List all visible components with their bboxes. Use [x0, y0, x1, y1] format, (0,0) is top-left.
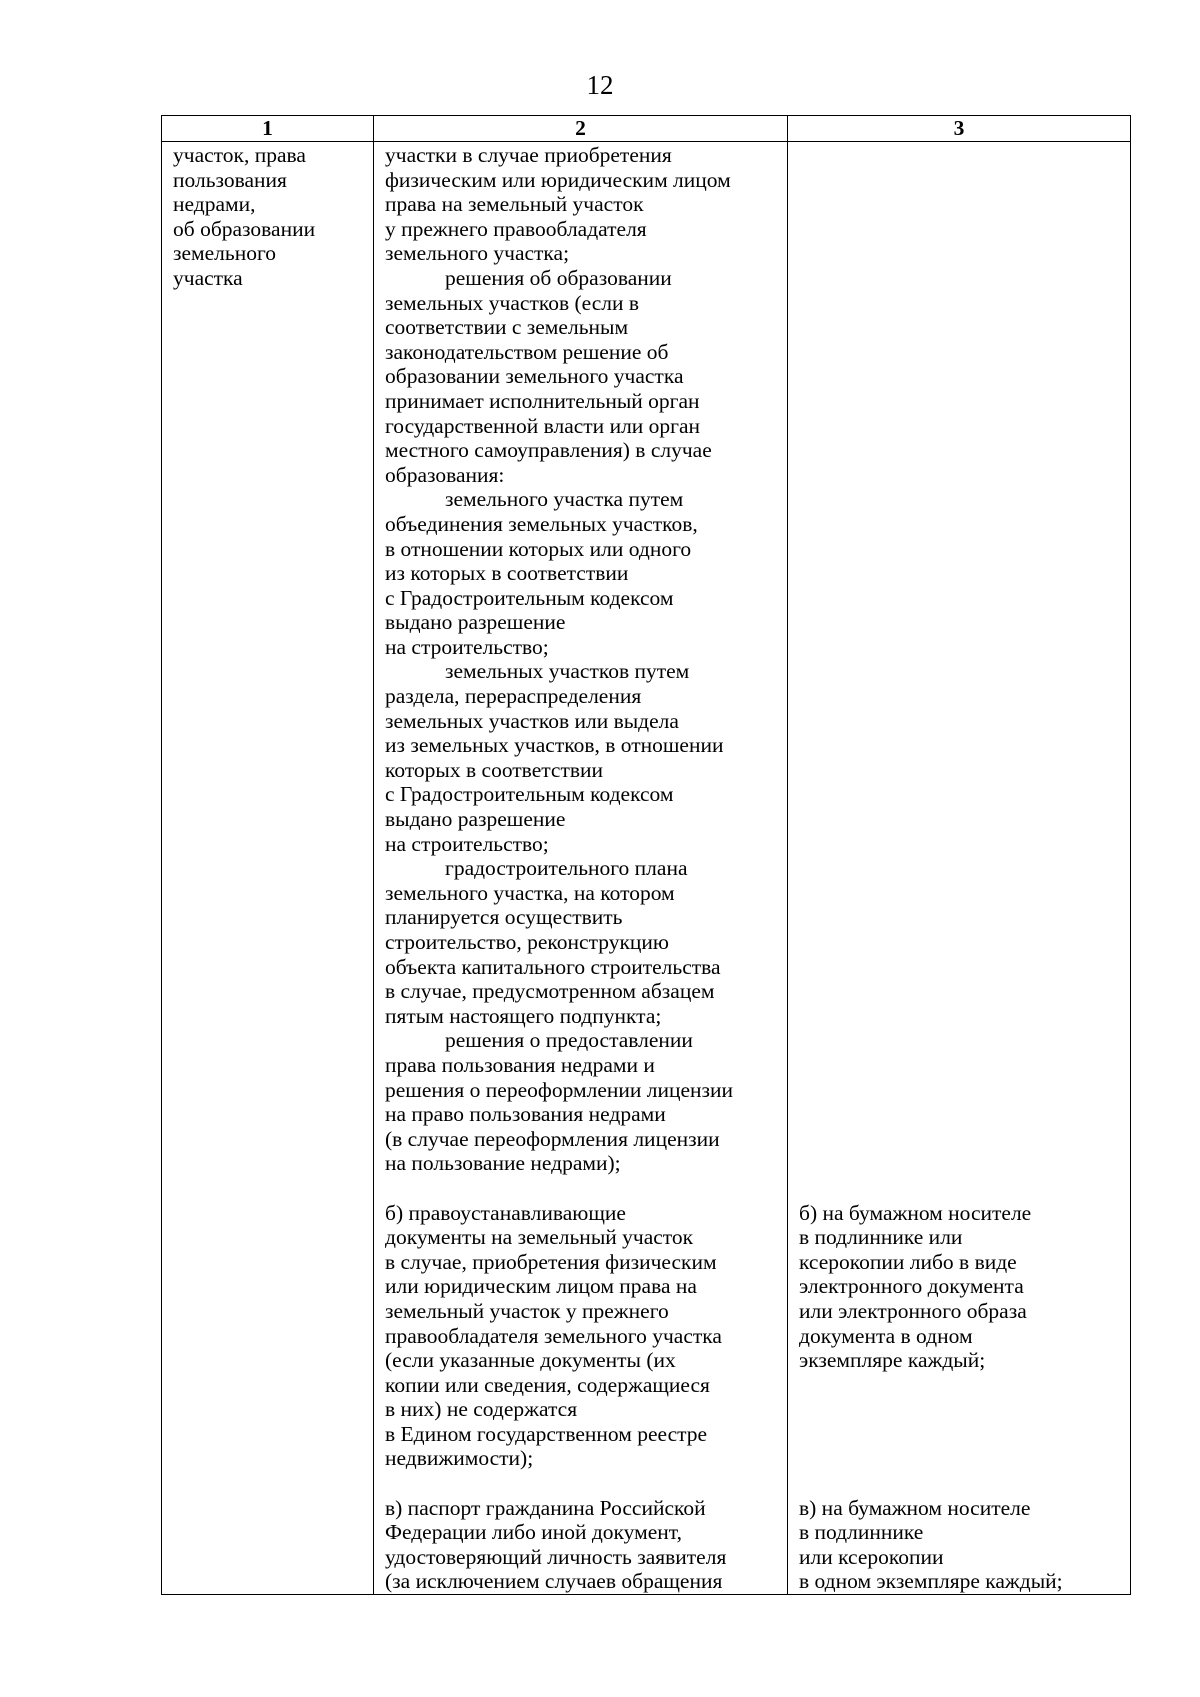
blank-line [799, 266, 1124, 291]
blank-line [799, 832, 1124, 857]
table-header-row [162, 116, 1131, 142]
col2-text-line: раздела, перераспределения [385, 684, 642, 709]
blank-line [799, 610, 1124, 635]
blank-line [799, 1446, 1124, 1471]
col3-text-line: экземпляре каждый; [799, 1348, 986, 1373]
col2-text-line: земельных участков путем [445, 659, 690, 684]
blank-line [799, 168, 1124, 193]
blank-line [799, 905, 1124, 930]
blank-line [799, 733, 1124, 758]
col2-text-line: недвижимости); [385, 1446, 534, 1471]
col1-text-line: земельного [173, 241, 277, 266]
blank-line [799, 414, 1124, 439]
col2-text-line: земельный участок у прежнего [385, 1298, 669, 1323]
col3-text-line: в одном экземпляре каждый; [799, 1569, 1063, 1594]
col2-text-line: объекта капитального строительства [385, 954, 721, 979]
blank-line [799, 389, 1124, 414]
col2-text-line: (если указанные документы (их [385, 1348, 676, 1373]
blank-line [799, 955, 1124, 980]
blank-line [799, 192, 1124, 217]
col2-text-line: выдано разрешение [385, 610, 566, 635]
col3-text-line: или ксерокопии [799, 1544, 944, 1569]
col2-text-line: права пользования недрами и [385, 1052, 655, 1077]
blank-line [799, 463, 1124, 488]
blank-line [799, 1151, 1124, 1176]
blank-line [799, 659, 1124, 684]
blank-line [799, 635, 1124, 660]
blank-line [799, 241, 1124, 266]
col2-text-line: решения об образовании [445, 265, 672, 290]
col2-text-line: (за исключением случаев обращения [385, 1569, 723, 1594]
blank-line [799, 979, 1124, 1004]
blank-line [799, 856, 1124, 881]
blank-line [799, 1004, 1124, 1029]
blank-line [799, 709, 1124, 734]
col2-text-line: земельного участка путем [445, 487, 684, 512]
col2-text-line: на строительство; [385, 634, 549, 659]
column-header-2: 2 [374, 116, 788, 142]
col1-text-line: недрами, [173, 192, 256, 217]
col3-text-line: в подлиннике [799, 1520, 924, 1545]
blank-line [799, 1176, 1124, 1201]
col2-text-line: земельных участков или выдела [385, 708, 679, 733]
blank-line [799, 1028, 1124, 1053]
col2-text-line: пятым настоящего подпункта; [385, 1003, 662, 1028]
col2-text-line: в) паспорт гражданина Российской [385, 1495, 706, 1520]
col2-text-line: участки в случае приобретения [385, 143, 672, 167]
col3-text-line: в) на бумажном носителе [799, 1495, 1031, 1520]
col2-text-line: Федерации либо иной документ, [385, 1520, 682, 1545]
blank-line [799, 684, 1124, 709]
col1-text-line: участок, права [173, 143, 306, 167]
col2-text-line: права на земельный участок [385, 192, 644, 217]
blank-line [799, 1102, 1124, 1127]
col2-text-line: в случае, предусмотренном абзацем [385, 979, 715, 1004]
col2-text-line: в Едином государственном реестре [385, 1421, 708, 1446]
blank-line [799, 758, 1124, 783]
blank-line [799, 881, 1124, 906]
blank-line [799, 143, 1124, 168]
col2-text-line: образования: [385, 462, 505, 487]
col3-text-line: или электронного образа [799, 1298, 1027, 1323]
blank-line [799, 1471, 1124, 1496]
blank-line [799, 561, 1124, 586]
blank-line [799, 1422, 1124, 1447]
blank-line [799, 1078, 1124, 1103]
col2-text-line: из земельных участков, в отношении [385, 733, 724, 758]
col2-text-line: правообладателя земельного участка [385, 1323, 722, 1348]
blank-line [385, 1176, 781, 1201]
col3-text-line: электронного документа [799, 1274, 1024, 1299]
blank-line [799, 438, 1124, 463]
col2-text-line: удостоверяющий личность заявителя [385, 1544, 727, 1569]
col2-text-line: законодательством решение об [385, 339, 669, 364]
col2-text-line: физическим или юридическим лицом [385, 167, 731, 192]
blank-line [799, 340, 1124, 365]
col2-text-line: копии или сведения, содержащиеся [385, 1372, 710, 1397]
col2-text-line: земельного участка, на котором [385, 880, 675, 905]
col2-text-line: на пользование недрами); [385, 1151, 621, 1176]
col2-text-line: градостроительного плана [445, 856, 688, 881]
col2-text-line: земельных участков (если в [385, 290, 640, 315]
blank-line [799, 1053, 1124, 1078]
blank-line [799, 807, 1124, 832]
col2-text-line: строительство, реконструкцию [385, 930, 669, 954]
col2-text-line: соответствии с земельным [385, 315, 629, 340]
col2-text-line: государственной власти или орган [385, 413, 701, 438]
column-3-cell [788, 142, 1131, 1595]
blank-line [799, 315, 1124, 340]
col2-text-line: из которых в соответствии [385, 561, 629, 586]
blank-line [799, 487, 1124, 512]
col2-text-line: с Градостроительным кодексом [385, 585, 674, 610]
col2-text-line: на строительство; [385, 831, 549, 856]
col2-text-line: планируется осуществить [385, 905, 623, 930]
blank-line [799, 930, 1124, 955]
col2-text-line: выдано разрешение [385, 807, 566, 832]
column-1-cell [162, 142, 374, 1595]
blank-line [799, 1373, 1124, 1398]
col2-text-line: документы на земельный участок [385, 1225, 694, 1250]
blank-line [799, 364, 1124, 389]
col2-text-line: образовании земельного участка [385, 364, 684, 389]
col2-text-line: у прежнего правообладателя [385, 216, 647, 241]
blank-line [799, 1397, 1124, 1422]
col2-text-line: принимает исполнительный орган [385, 388, 700, 413]
col2-text-line: на право пользования недрами [385, 1102, 666, 1127]
column-2-cell [374, 142, 788, 1595]
blank-line [799, 537, 1124, 562]
column-header-1: 1 [162, 116, 374, 142]
blank-line [799, 512, 1124, 537]
blank-line [799, 217, 1124, 242]
blank-line [799, 782, 1124, 807]
col2-text-line: в случае, приобретения физическим [385, 1249, 717, 1274]
col3-text-line: б) на бумажном носителе [799, 1200, 1032, 1225]
col1-text-line: пользования [173, 167, 287, 192]
col2-text-line: земельного участка; [385, 241, 570, 266]
blank-line [385, 1471, 781, 1496]
col2-text-line: в них) не содержатся [385, 1397, 578, 1422]
document-table [161, 115, 1131, 1595]
col2-text-line: (в случае переоформления лицензии [385, 1126, 720, 1151]
col2-text-line: объединения земельных участков, [385, 511, 698, 536]
col2-text-line: решения о предоставлении [445, 1028, 693, 1053]
column-header-3: 3 [788, 116, 1131, 142]
blank-line [799, 291, 1124, 316]
col1-text-line: участка [173, 265, 243, 290]
col3-text-line: в подлиннике или [799, 1225, 963, 1250]
page-number: 12 [586, 70, 614, 100]
col2-text-line: в отношении которых или одного [385, 536, 692, 561]
blank-line [799, 586, 1124, 611]
blank-line [799, 1127, 1124, 1152]
col3-text-line: документа в одном [799, 1323, 973, 1348]
col2-text-line: местного самоуправления) в случае [385, 438, 712, 463]
col2-text-line: или юридическим лицом права на [385, 1274, 697, 1299]
col1-text-line: об образовании [173, 216, 316, 241]
col2-text-line: которых в соответствии [385, 757, 604, 782]
table-row [162, 142, 1131, 1595]
col2-text-line: решения о переоформлении лицензии [385, 1077, 734, 1102]
col2-text-line: с Градостроительным кодексом [385, 782, 674, 807]
col3-text-line: ксерокопии либо в виде [799, 1249, 1017, 1274]
col2-text-line: б) правоустанавливающие [385, 1200, 626, 1225]
